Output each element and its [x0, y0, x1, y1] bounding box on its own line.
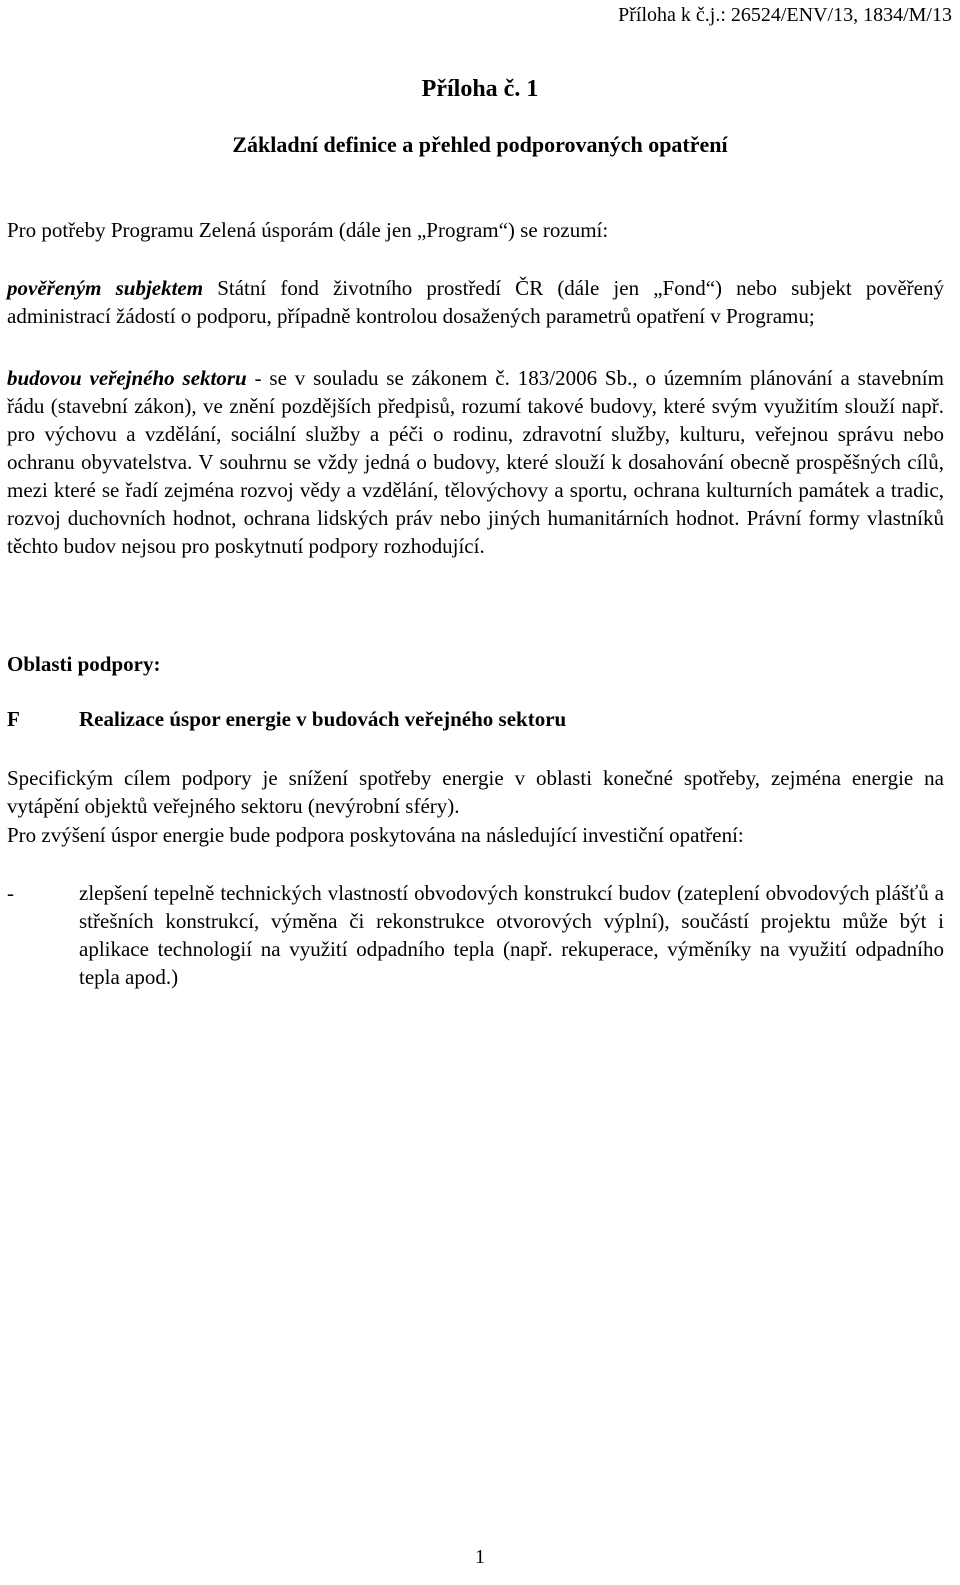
annex-title: Příloha č. 1 [421, 76, 539, 102]
document-reference: Příloha k č.j.: 26524/ENV/13, 1834/M/13 [618, 4, 952, 26]
measures-intro-paragraph: Pro zvýšení úspor energie bude podpora poskytována na následující investiční opatření: [7, 823, 744, 847]
specific-goal-paragraph: Specifickým cílem podpory je snížení spotřeby energie v oblasti konečné spotřeby, zejména energie na vytápění objektů veřejného sektoru (nevýrobní sféry). [7, 766, 944, 818]
definition-text: Státní fond životního prostředí ČR (dále jen „Fond“) nebo subjekt pověřený administrací žádostí o podporu, případně kontrolou dosažených parametrů opatření v Programu; [7, 276, 944, 328]
page-number: 1 [475, 1546, 485, 1568]
definition-text: - se v souladu se zákonem č. 183/2006 Sb., o územním plánování a stavebním řádu (stavební zákon), ve znění pozdějších předpisů, rozumí takové budovy, které svým využitím slouží např. pro výchovu a vzdělání, sociální služby a péči o rodinu, zdravotní služby, kulturu, veřejnou správu nebo ochranu obyvatelstva. V souhrnu se vždy jedná o budovy, které slouží k dosahování obecně prospěšných cílů, mezi které se řadí zejména rozvoj vědy a vzdělání, tělovýchovy a sportu, ochrana kulturních památek a tradic, rozvoj duchovních hodnot, ochrana lidských práv nebo jiných humanitárních hodnot. Právní formy vlastníků těchto budov nejsou pro poskytnutí podpory rozhodující. [7, 366, 944, 558]
section-title: Realizace úspor energie v budovách veřejného sektoru [79, 707, 567, 731]
definition-term: budovou veřejného sektoru [7, 366, 247, 390]
definition-term: pověřeným subjektem [7, 276, 204, 300]
main-title: Základní definice a přehled podporovaných opatření [232, 132, 728, 157]
definition-authorized-entity [7, 274, 944, 330]
intro-paragraph: Pro potřeby Programu Zelená úsporám (dále jen „Program“) se rozumí: [7, 218, 609, 242]
list-item: zlepšení tepelně technických vlastností obvodových konstrukcí budov (zateplení obvodových plášťů a střešních konstrukcí, výměna či rekonstrukce otvorových výplní), součástí projektu může být i aplikace technologií na využití odpadního tepla (např. rekuperace, výměníky na využití odpadního tepla apod.) [79, 881, 944, 989]
definition-public-building [7, 364, 944, 560]
section-letter: F [7, 707, 20, 731]
list-bullet-dash: - [7, 881, 14, 905]
support-areas-heading: Oblasti podpory: [7, 652, 161, 676]
